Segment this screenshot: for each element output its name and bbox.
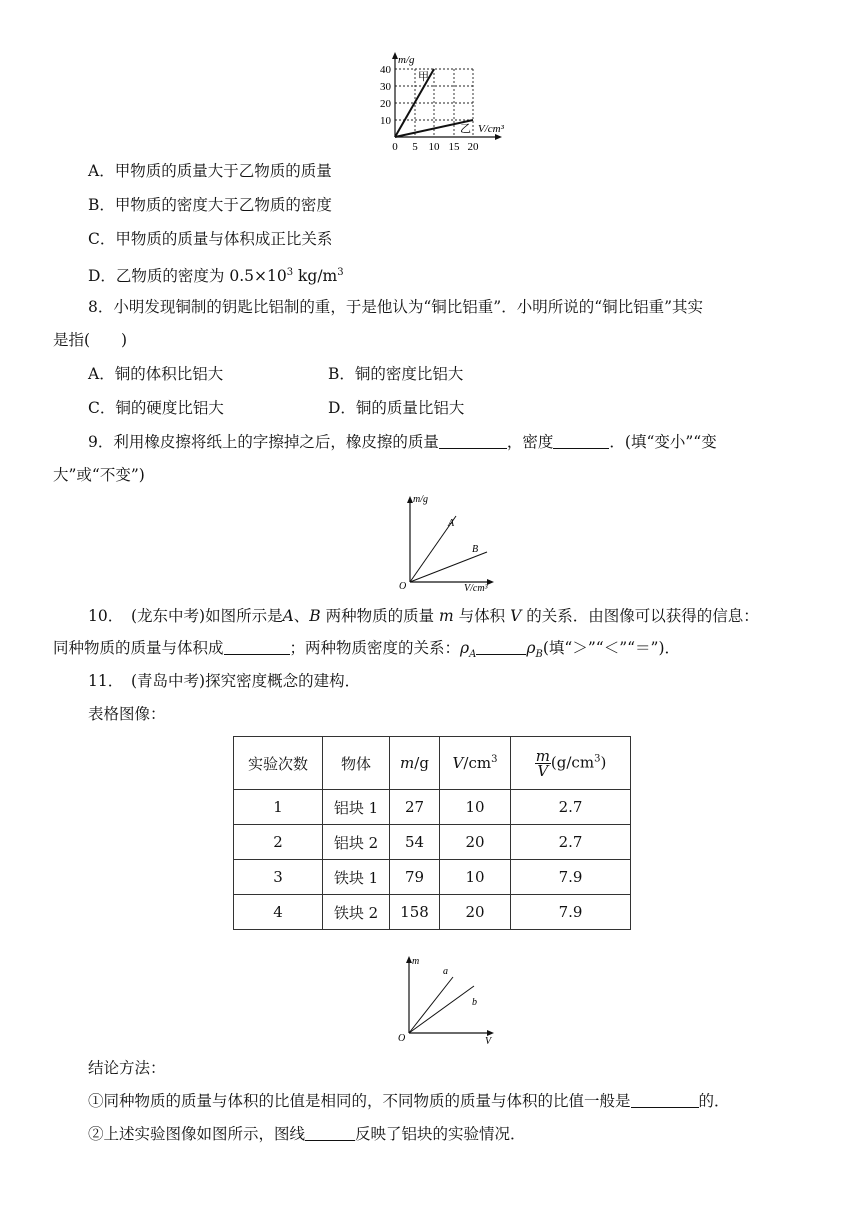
conclusion-title: 结论方法： (88, 1059, 166, 1077)
table-row (234, 825, 631, 860)
y-tick: 10 (380, 115, 391, 127)
line-a-label: A (448, 518, 455, 529)
cell-mass: 158 (390, 895, 440, 930)
origin-label: O (398, 1033, 406, 1044)
cell-object: 铝块 2 (323, 825, 390, 860)
line-b-label: B (472, 544, 479, 555)
line-b (409, 986, 474, 1033)
answer-blank[interactable] (439, 433, 507, 449)
answer-blank[interactable] (476, 639, 526, 655)
header-ratio: $\frac{m}{V}$ $(g/cm^3)$ (511, 737, 631, 790)
origin-label: O (399, 581, 407, 592)
line-yi-label: 乙 (460, 123, 471, 135)
line-a-label: a (443, 966, 448, 977)
mass-volume-graph-jia-yi (370, 50, 530, 154)
cell-mass: 54 (390, 825, 440, 860)
answer-blank[interactable] (553, 433, 609, 449)
line-b-label: b (472, 997, 477, 1008)
q7-option-d: D．乙物质的密度为 $0.5\times 10^3$ $kg/m^3$ (88, 267, 344, 286)
x-tick: 10 (428, 141, 440, 153)
header-volume: $V/cm^3$ (440, 737, 511, 790)
line-b (410, 552, 487, 582)
q7-option-c: C．甲物质的质量与体积成正比关系 (88, 230, 333, 248)
x-tick: 0 (392, 141, 398, 153)
y-axis-label: m/g (398, 54, 415, 66)
cell-volume: 20 (440, 895, 511, 930)
header-trial: 实验次数 (234, 737, 323, 790)
cell-object: 铁块 1 (323, 860, 390, 895)
cell-ratio: 7.9 (511, 860, 631, 895)
q10-stem-line2: 同种物质的质量与体积成 ；两种物质密度的关系：$\rho_A$ $\rho_B$(填“＞”“＜”“＝”)． (53, 639, 681, 661)
x-axis-label: V/cm³ (464, 583, 488, 594)
q8-option-c: C．铜的硬度比铝大 (88, 399, 224, 417)
q9-stem-line1: 9．利用橡皮擦将纸上的字擦掉之后，橡皮擦的质量 ，密度 ．(填“变小”“变 (88, 433, 717, 451)
cell-object: 铝块 1 (323, 790, 390, 825)
x-tick: 5 (412, 141, 418, 153)
cell-ratio: 2.7 (511, 825, 631, 860)
cell-trial: 4 (234, 895, 323, 930)
y-tick: 30 (380, 81, 391, 93)
q8-stem-line1: 8．小明发现铜制的钥匙比铝制的重，于是他认为“铜比铝重”．小明所说的“铜比铝重”其实 (88, 298, 704, 316)
table-row (234, 895, 631, 930)
cell-volume: 10 (440, 790, 511, 825)
cell-trial: 2 (234, 825, 323, 860)
table-header-row (234, 737, 631, 790)
mass-volume-graph-a-b (393, 490, 503, 594)
y-axis-label: m/g (413, 494, 428, 505)
cell-object: 铁块 2 (323, 895, 390, 930)
cell-volume: 10 (440, 860, 511, 895)
x-tick: 20 (467, 141, 479, 153)
cell-ratio: 7.9 (511, 895, 631, 930)
header-object: 物体 (323, 737, 390, 790)
header-mass: m/g (390, 737, 440, 790)
cell-mass: 79 (390, 860, 440, 895)
table-caption: 表格图像： (88, 705, 166, 723)
line-jia-label: 甲 (418, 71, 429, 83)
conclusion-item-1: ①同种物质的质量与体积的比值是相同的，不同物质的质量与体积的比值一般是 的． (88, 1092, 730, 1110)
q9-stem-line2: 大”或“不变”) (53, 466, 145, 484)
y-tick: 40 (380, 64, 391, 76)
q10-stem-line1: 10． (龙东中考)如图所示是A、B 两种物质的质量 m 与体积 V 的关系．由图像可以获得的信息： (88, 607, 759, 625)
q7-option-b: B．甲物质的密度大于乙物质的密度 (88, 196, 332, 214)
cell-trial: 1 (234, 790, 323, 825)
line-a (409, 977, 453, 1033)
q8-option-a: A．铜的体积比铝大 (88, 365, 224, 383)
cell-ratio: 2.7 (511, 790, 631, 825)
cell-mass: 27 (390, 790, 440, 825)
q11-title: 11． (青岛中考)探究密度概念的建构． (88, 672, 361, 690)
answer-blank[interactable] (305, 1125, 355, 1141)
q8-option-b: B．铜的密度比铝大 (328, 365, 464, 383)
mass-volume-graph-lines-a-b (394, 950, 504, 1048)
conclusion-item-2: ②上述实验图像如图所示，图线 反映了铝块的实验情况． (88, 1125, 526, 1143)
x-tick: 15 (448, 141, 460, 153)
cell-volume: 20 (440, 825, 511, 860)
table-row (234, 860, 631, 895)
answer-blank[interactable] (224, 639, 290, 655)
q7-option-a: A．甲物质的质量大于乙物质的质量 (88, 162, 332, 180)
experiment-table (233, 736, 631, 930)
q8-option-d: D．铜的质量比铝大 (328, 399, 465, 417)
answer-blank[interactable] (631, 1092, 699, 1108)
table-row (234, 790, 631, 825)
y-axis-label: m (412, 956, 420, 967)
x-axis-label: V/cm³ (478, 123, 504, 135)
y-tick: 20 (380, 98, 391, 110)
cell-trial: 3 (234, 860, 323, 895)
x-axis-label: V (485, 1036, 492, 1047)
q8-stem-line2: 是指( ) (53, 331, 128, 349)
